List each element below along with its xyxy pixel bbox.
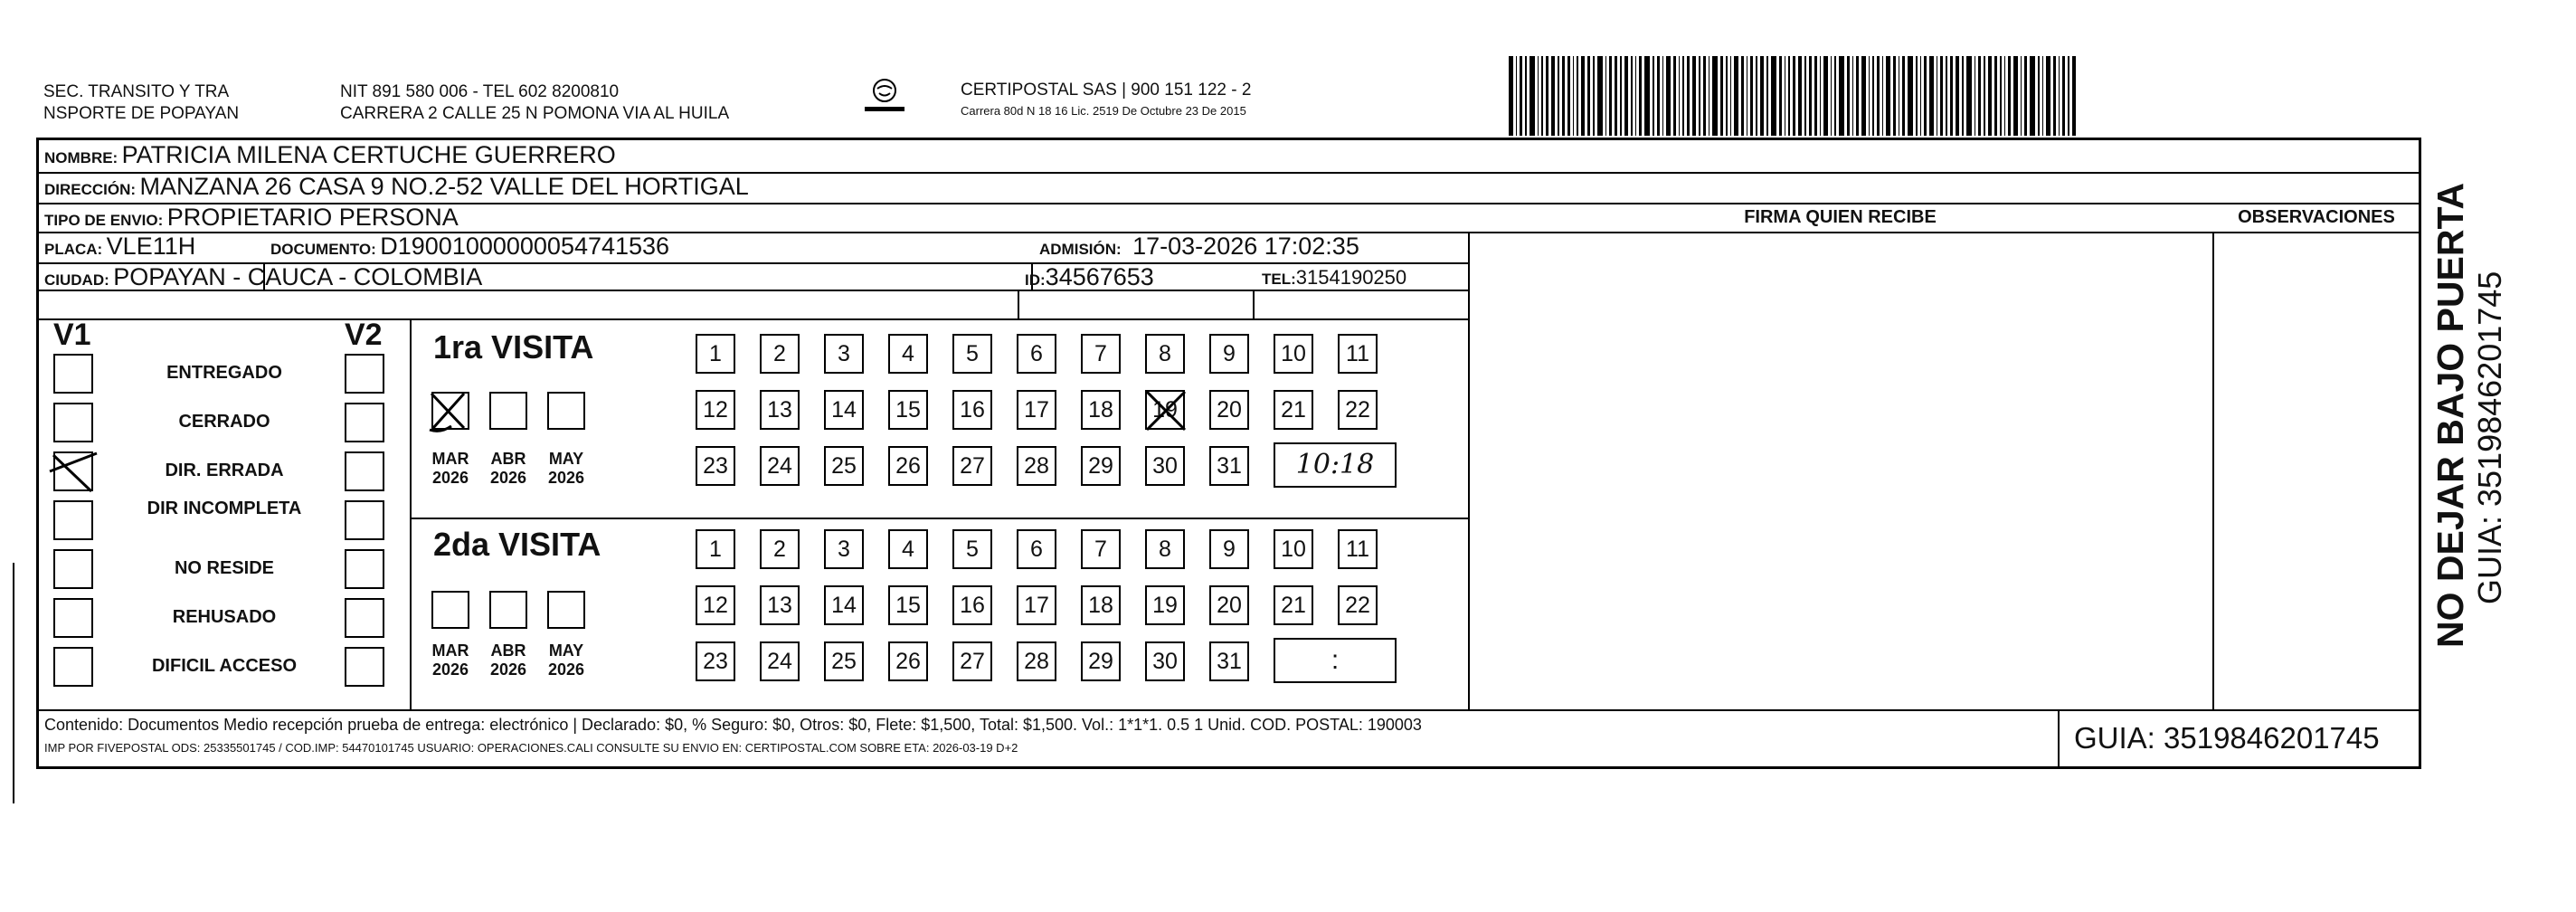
barcode-bar (1699, 56, 1700, 136)
day-box[interactable]: 2 (760, 334, 800, 374)
barcode-bar (1657, 56, 1660, 136)
barcode-bar (1820, 56, 1822, 136)
barcode-bar (1793, 56, 1795, 136)
barcode-bar (1766, 56, 1768, 136)
no-dejar-warning: NO DEJAR BAJO PUERTA (2429, 182, 2471, 648)
month-label: ABR 2026 (489, 450, 527, 487)
barcode-bar (1750, 56, 1753, 136)
barcode-bar (2004, 56, 2006, 136)
day-box[interactable]: 21 (1274, 585, 1313, 625)
barcode-bar (1631, 56, 1633, 136)
barcode-bar (1882, 56, 1884, 136)
barcode-bar (1856, 56, 1859, 136)
day-box[interactable]: 20 (1209, 390, 1249, 430)
barcode-bar (2068, 56, 2069, 136)
day-box[interactable]: 31 (1209, 446, 1249, 486)
barcode-bar (1741, 56, 1744, 136)
day-box[interactable]: 21 (1274, 390, 1313, 430)
day-box[interactable]: 5 (952, 529, 992, 569)
status-label: CERRADO (178, 412, 270, 432)
barcode-bar (2021, 56, 2022, 136)
carrier-details: CERTIPOSTAL SAS | 900 151 122 - 2 Carrera 80d N 18 16 Lic. 2519 De Octubre 23 De 2015 (961, 81, 1252, 118)
v2-checkbox[interactable] (345, 500, 384, 540)
barcode-bar (1899, 56, 1900, 136)
barcode-bar (1593, 56, 1595, 136)
barcode-bar (1869, 56, 1870, 136)
barcode-bar (1962, 56, 1964, 136)
day-box[interactable]: 7 (1081, 529, 1121, 569)
documento-field: DOCUMENTO: D19001000000054741536 (270, 233, 670, 260)
day-box[interactable]: 17 (1017, 390, 1056, 430)
barcode-bar (1562, 56, 1565, 136)
check-mark-icon (428, 390, 482, 444)
day-box[interactable]: 27 (952, 446, 992, 486)
day-box[interactable]: 3 (824, 334, 864, 374)
day-box[interactable]: 25 (824, 641, 864, 681)
day-box[interactable]: 23 (696, 641, 735, 681)
barcode-bar (1692, 56, 1697, 136)
day-box[interactable]: 28 (1017, 641, 1056, 681)
barcode-bar (1520, 56, 1522, 136)
barcode-bar (2000, 56, 2002, 136)
barcode-bar (1809, 56, 1812, 136)
id-field: ID:34567653 (1025, 263, 1154, 290)
day-box[interactable]: 26 (888, 446, 928, 486)
day-box[interactable]: 31 (1209, 641, 1249, 681)
barcode-bar (1779, 56, 1782, 136)
observaciones-header: OBSERVACIONES (2238, 207, 2395, 227)
barcode-bar (1861, 56, 1866, 136)
barcode-bar (1703, 56, 1706, 136)
contenido-line: Contenido: Documentos Medio recepción prueba de entrega: electrónico | Declarado: $0, % Seguro: $0, Otros: $0, Flete: $1,500, Total: $1,500. Vol.: 1*1*1. 0.5 1 Unid. COD. POSTAL: 190003 (44, 716, 1422, 734)
day-mark-icon (1141, 386, 1190, 435)
day-box[interactable]: 22 (1338, 585, 1378, 625)
barcode-bar (1834, 56, 1836, 136)
barcode-bar (1831, 56, 1833, 136)
v2-checkbox[interactable] (345, 549, 384, 589)
barcode-bar (2008, 56, 2011, 136)
day-box[interactable]: 22 (1338, 390, 1378, 430)
day-box[interactable]: 10 (1274, 334, 1313, 374)
barcode-bar (2038, 56, 2040, 136)
v1-label: V1 (53, 318, 91, 352)
month-label: MAR 2026 (431, 641, 469, 679)
barcode-bar (1937, 56, 1938, 136)
day-box[interactable]: 30 (1145, 446, 1185, 486)
status-label: ENTREGADO (166, 363, 282, 383)
barcode-bar (2059, 56, 2060, 136)
barcode-bar (1682, 56, 1684, 136)
barcode-bar (1639, 56, 1642, 136)
barcode-bar (1804, 56, 1806, 136)
day-box[interactable]: 23 (696, 446, 735, 486)
day-box[interactable]: 14 (824, 585, 864, 625)
day-box[interactable]: 14 (824, 390, 864, 430)
admision-field: ADMISIÓN: 17-03-2026 17:02:35 (1039, 233, 1359, 260)
month-label: MAR 2026 (431, 450, 469, 487)
day-box[interactable]: 9 (1209, 529, 1249, 569)
second-visit-title: 2da VISITA (433, 526, 601, 563)
day-box[interactable]: 24 (760, 641, 800, 681)
barcode-bar (1609, 56, 1612, 136)
day-box[interactable]: 18 (1081, 585, 1121, 625)
day-box[interactable]: 13 (760, 585, 800, 625)
day-box[interactable]: 6 (1017, 529, 1056, 569)
barcode-bar (1785, 56, 1786, 136)
barcode-bar (1538, 56, 1539, 136)
tipo-envio-field: TIPO DE ENVIO: PROPIETARIO PERSONA (44, 204, 459, 231)
barcode-bar (1975, 56, 1976, 136)
day-box[interactable]: 12 (696, 585, 735, 625)
barcode-bar (1760, 56, 1765, 136)
barcode-bar (2062, 56, 2065, 136)
barcode-bar (1709, 56, 1710, 136)
day-box[interactable]: 3 (824, 529, 864, 569)
v2-label: V2 (345, 318, 383, 352)
day-box[interactable]: 2 (760, 529, 800, 569)
status-label: REHUSADO (172, 607, 277, 627)
barcode-bar (1551, 56, 1556, 136)
day-box[interactable]: 10 (1274, 529, 1313, 569)
month-label: MAY 2026 (547, 450, 585, 487)
v2-checkbox[interactable] (345, 354, 384, 394)
barcode-bar (1687, 56, 1690, 136)
barcode-bar (1984, 56, 1985, 136)
barcode-bar (1615, 56, 1617, 136)
barcode-bar (1679, 56, 1681, 136)
nombre-field: NOMBRE: PATRICIA MILENA CERTUCHE GUERRERO (44, 141, 616, 168)
day-box[interactable]: 7 (1081, 334, 1121, 374)
time-box[interactable]: 10:18 (1274, 442, 1397, 488)
v1-checkbox[interactable] (53, 647, 93, 687)
month-checkbox[interactable] (489, 392, 527, 430)
status-label: DIFICIL ACCESO (151, 656, 297, 676)
day-box[interactable]: 27 (952, 641, 992, 681)
barcode-bar (1893, 56, 1896, 136)
barcode-bar (1946, 56, 1947, 136)
barcode-bar (1605, 56, 1607, 136)
barcode-bar (2053, 56, 2056, 136)
day-box[interactable]: 20 (1209, 585, 1249, 625)
v1-checkbox[interactable] (53, 354, 93, 394)
barcode-bar (1902, 56, 1905, 136)
barcode-bar (1814, 56, 1817, 136)
barcode-bar (1940, 56, 1943, 136)
v1-checkbox[interactable] (53, 500, 93, 540)
ciudad-field: CIUDAD: POPAYAN - CAUCA - COLOMBIA (44, 263, 483, 290)
status-label: DIR INCOMPLETA (147, 499, 302, 518)
firma-header: FIRMA QUIEN RECIBE (1744, 207, 1937, 227)
month-label: MAY 2026 (547, 641, 585, 679)
day-box[interactable]: 6 (1017, 334, 1056, 374)
barcode-bar (1587, 56, 1590, 136)
month-label: ABR 2026 (489, 641, 527, 679)
barcode-bar (2024, 56, 2027, 136)
barcode-bar (1666, 56, 1671, 136)
day-box[interactable]: 13 (760, 390, 800, 430)
sender-name: SEC. TRANSITO Y TRA NSPORTE DE POPAYAN (43, 82, 240, 123)
barcode-bar (1978, 56, 1981, 136)
day-box[interactable]: 29 (1081, 446, 1121, 486)
barcode-bar (1756, 56, 1757, 136)
barcode-bar (1847, 56, 1850, 136)
direccion-field: DIRECCIÓN: MANZANA 26 CASA 9 NO.2-52 VALLE DEL HORTIGAL (44, 173, 749, 200)
barcode-bar (1950, 56, 1953, 136)
day-box[interactable]: 19 (1145, 390, 1185, 430)
day-box[interactable]: 16 (952, 390, 992, 430)
day-box[interactable]: 8 (1145, 334, 1185, 374)
barcode-bar (1597, 56, 1603, 136)
barcode-bar (1525, 56, 1527, 136)
barcode-bar (1653, 56, 1654, 136)
barcode-bar (1886, 56, 1890, 136)
barcode-bar (1908, 56, 1913, 136)
day-box[interactable]: 4 (888, 334, 928, 374)
barcode-bar (1839, 56, 1844, 136)
day-box[interactable]: 9 (1209, 334, 1249, 374)
barcode-bar (1872, 56, 1874, 136)
barcode-bar (1558, 56, 1559, 136)
barcode-bar (1509, 56, 1513, 136)
barcode-bar (1916, 56, 1918, 136)
first-visit-title: 1ra VISITA (433, 328, 594, 366)
day-box[interactable]: 16 (952, 585, 992, 625)
v1-checkbox[interactable] (53, 598, 93, 638)
barcode-bar (1573, 56, 1575, 136)
barcode-bar (1852, 56, 1854, 136)
month-checkbox[interactable] (547, 591, 585, 629)
barcode-bar (1988, 56, 1993, 136)
month-checkbox[interactable] (489, 591, 527, 629)
barcode-bar (1624, 56, 1629, 136)
barcode-bar (1541, 56, 1543, 136)
delivery-form (36, 138, 2421, 769)
carrier-logo-icon (861, 76, 908, 116)
barcode-bar (1577, 56, 1578, 136)
barcode-bar (1877, 56, 1880, 136)
month-checkbox[interactable] (431, 392, 469, 430)
v2-checkbox[interactable] (345, 451, 384, 491)
barcode-bar (1516, 56, 1518, 136)
barcode-bar (1730, 56, 1732, 136)
barcode-bar (1726, 56, 1728, 136)
barcode-bar (1798, 56, 1803, 136)
barcode-bar (1635, 56, 1637, 136)
day-box[interactable]: 12 (696, 390, 735, 430)
day-box[interactable]: 11 (1338, 334, 1378, 374)
day-box[interactable]: 18 (1081, 390, 1121, 430)
day-box[interactable]: 28 (1017, 446, 1056, 486)
barcode-bar (1620, 56, 1622, 136)
placa-field: PLACA: VLE11H (44, 233, 196, 260)
barcode-bar (2013, 56, 2018, 136)
tel-field: TEL:3154190250 (1262, 266, 1407, 289)
day-box[interactable]: 17 (1017, 585, 1056, 625)
barcode-bar (1530, 56, 1535, 136)
v1-checkbox[interactable] (53, 549, 93, 589)
day-box[interactable]: 1 (696, 334, 735, 374)
barcode-bar (1567, 56, 1570, 136)
v1-checkbox[interactable] (53, 403, 93, 442)
day-box[interactable]: 11 (1338, 529, 1378, 569)
v1-checkbox[interactable] (53, 451, 93, 491)
barcode-bar (2030, 56, 2035, 136)
barcode-bar (1712, 56, 1718, 136)
tracking-barcode (1509, 56, 2243, 136)
day-box[interactable]: 1 (696, 529, 735, 569)
barcode-bar (1994, 56, 1997, 136)
day-box[interactable]: 19 (1145, 585, 1185, 625)
imp-line: IMP POR FIVEPOSTAL ODS: 25335501745 / COD.IMP: 54470101745 USUARIO: OPERACIONES.CALI CONSULTE SU ENVIO EN: CERTIPOSTAL.COM SOBRE ETA: 2026-03-19 D+2 (44, 741, 1018, 755)
day-box[interactable]: 30 (1145, 641, 1185, 681)
sender-details: NIT 891 580 006 - TEL 602 8200810 CARRERA 2 CALLE 25 N POMONA VIA AL HUILA (340, 82, 730, 123)
v2-checkbox[interactable] (345, 647, 384, 687)
barcode-bar (1920, 56, 1922, 136)
day-box[interactable]: 15 (888, 390, 928, 430)
barcode-bar (1929, 56, 1934, 136)
barcode-bar (1581, 56, 1586, 136)
barcode-bar (1720, 56, 1723, 136)
barcode-bar (1673, 56, 1676, 136)
day-box[interactable]: 26 (888, 641, 928, 681)
day-box[interactable]: 25 (824, 446, 864, 486)
status-label: NO RESIDE (174, 558, 275, 578)
month-checkbox[interactable] (547, 392, 585, 430)
barcode-bar (1788, 56, 1790, 136)
barcode-bar (1823, 56, 1828, 136)
barcode-bar (1644, 56, 1650, 136)
barcode-bar (2072, 56, 2077, 136)
barcode-bar (1747, 56, 1748, 136)
barcode-bar (1546, 56, 1548, 136)
margin-mark (13, 563, 14, 803)
status-label: DIR. ERRADA (165, 461, 284, 480)
barcode-bar (1956, 56, 1960, 136)
barcode-bar (1924, 56, 1927, 136)
barcode-bar (1734, 56, 1738, 136)
v2-checkbox[interactable] (345, 598, 384, 638)
footer-guia: GUIA: 3519846201745 (2074, 721, 2380, 755)
day-box[interactable]: 24 (760, 446, 800, 486)
day-box[interactable]: 8 (1145, 529, 1185, 569)
barcode-bar (1771, 56, 1776, 136)
barcode-bar (2046, 56, 2050, 136)
day-box[interactable]: 15 (888, 585, 928, 625)
barcode-bar (1662, 56, 1664, 136)
month-checkbox[interactable] (431, 591, 469, 629)
v2-checkbox[interactable] (345, 403, 384, 442)
check-mark-icon (46, 448, 100, 495)
barcode-bar (2042, 56, 2044, 136)
time-box[interactable]: : (1274, 638, 1397, 683)
day-box[interactable]: 5 (952, 334, 992, 374)
day-box[interactable]: 4 (888, 529, 928, 569)
side-guia: GUIA: 3519846201745 (2471, 271, 2508, 604)
day-box[interactable]: 29 (1081, 641, 1121, 681)
barcode-bar (1966, 56, 1972, 136)
